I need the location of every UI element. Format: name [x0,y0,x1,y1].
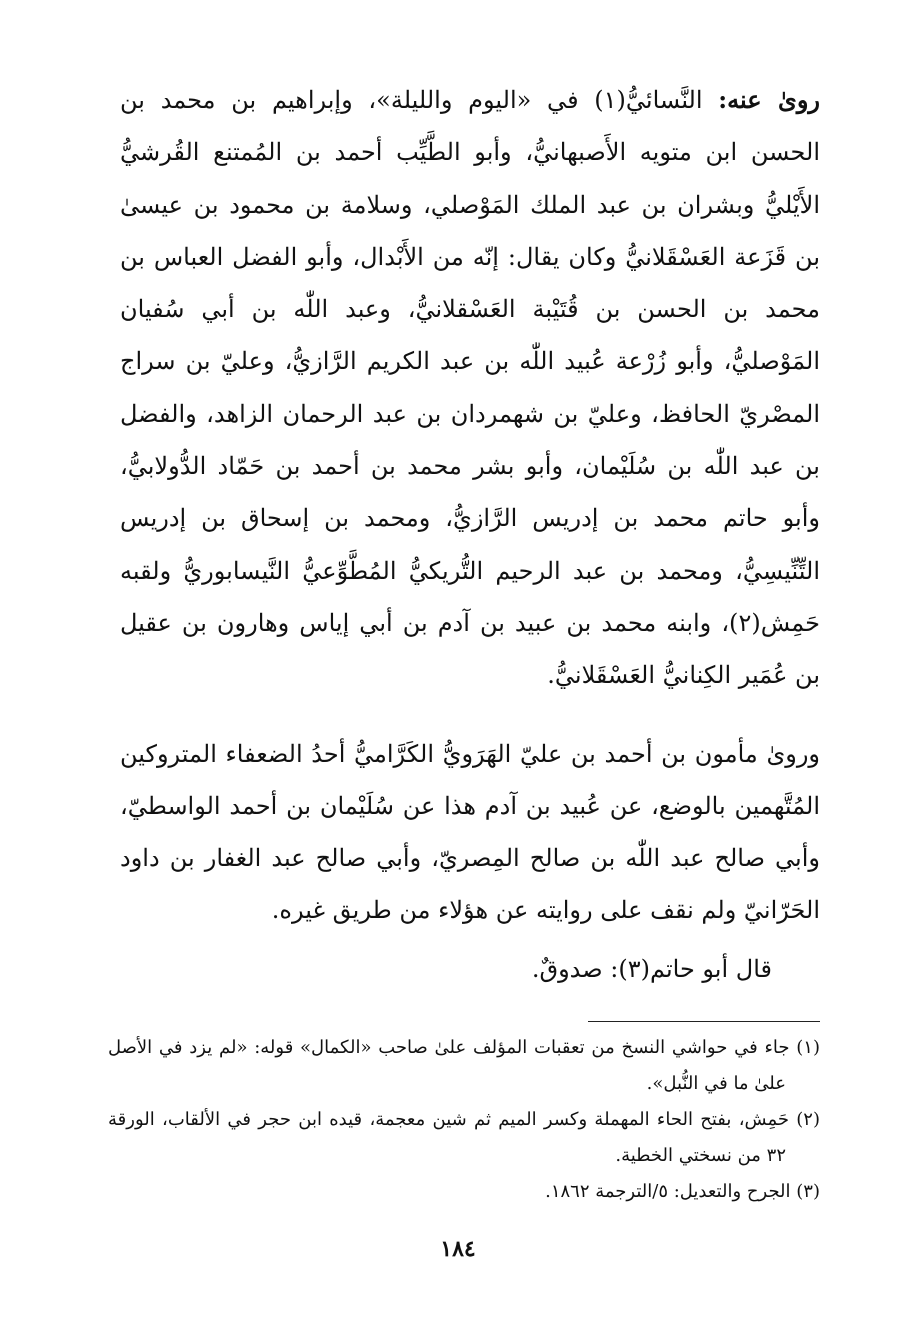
footnote-divider [588,1021,820,1022]
paragraph-body: النَّسائيُّ(١) في «اليوم والليلة»، وإبراهيم بن محمد بن الحسن ابن متويه الأَصبهانيُّ، وأبو الطَّيِّب أحمد بن المُمتنع القُرشيُّ الأَيْليُّ وبشران بن عبد الملك المَوْصلي، وسلامة بن محمود بن عيسىٰ بن قَزَعة العَسْقَلانيُّ وكان يقال: إنّه من الأَبْدال، وأبو الفضل العباس بن محمد بن الحسن بن قُتَيْبة العَسْقلانيُّ، وعبد اللّٰه بن أبي سُفيان المَوْصليُّ، وأبو زُرْعة عُبيد اللّٰه بن عبد الكريم الرَّازيُّ، وعليّ بن سراج المصْريّ الحافظ، وعليّ بن شهمردان بن عبد الرحمان الزاهد، والفضل بن عبد اللّٰه بن سُلَيْمان، وأبو بشر محمد بن أحمد بن حَمّاد الدُّولابيُّ، وأبو حاتم محمد بن إدريس الرَّازيُّ، ومحمد بن إسحاق بن إدريس التِّنِّيسِيُّ، ومحمد بن عبد الرحيم التُّريكيُّ المُطَّوِّعيُّ النَّيسابوريُّ ولقبه حَمِش(٢)، وابنه محمد بن عبيد بن آدم بن أبي إياس وهارون بن عقيل بن عُمَير الكِنانيُّ العَسْقَلانيُّ. [120,86,820,690]
paragraph-mamun [120,728,820,937]
main-text [120,74,820,995]
page-number: ١٨٤ [440,1236,476,1262]
footnote-2: (٢) حَمِش، بفتح الحاء المهملة وكسر الميم ثم شين معجمة، قيده ابن حجر في الألقاب، الورقة ٣٢ من نسختي الخطية. [108,1109,820,1166]
footnote-1: (١) جاء في حواشي النسخ من تعقبات المؤلف علىٰ صاحب «الكمال» قوله: «لم يزد في الأصل علىٰ ما في النُّبل». [108,1037,820,1094]
paragraph-lead: روىٰ عنه: [718,85,821,114]
paragraph-body: قال أبو حاتم(٣): صدوقٌ. [531,954,772,983]
paragraph-narrators [120,74,820,702]
footnote-3: (٣) الجرح والتعديل: ٥/الترجمة ١٨٦٢. [545,1181,820,1202]
footnotes [108,1030,820,1210]
paragraph-body: وروىٰ مأمون بن أحمد بن عليّ الهَرَويُّ الكَرَّاميُّ أحدُ الضعفاء المتروكين المُتَّهمين بالوضع، عن عُبيد بن آدم هذا عن سُلَيْمان بن أحمد الواسطيّ، وأبي صالح عبد اللّٰه بن صالح المِصريّ، وأبي صالح عبد الغفار بن داود الحَرّانيّ ولم نقف على روايته عن هؤلاء من طريق غيره. [120,739,820,925]
paragraph-abu-hatim [120,943,820,995]
